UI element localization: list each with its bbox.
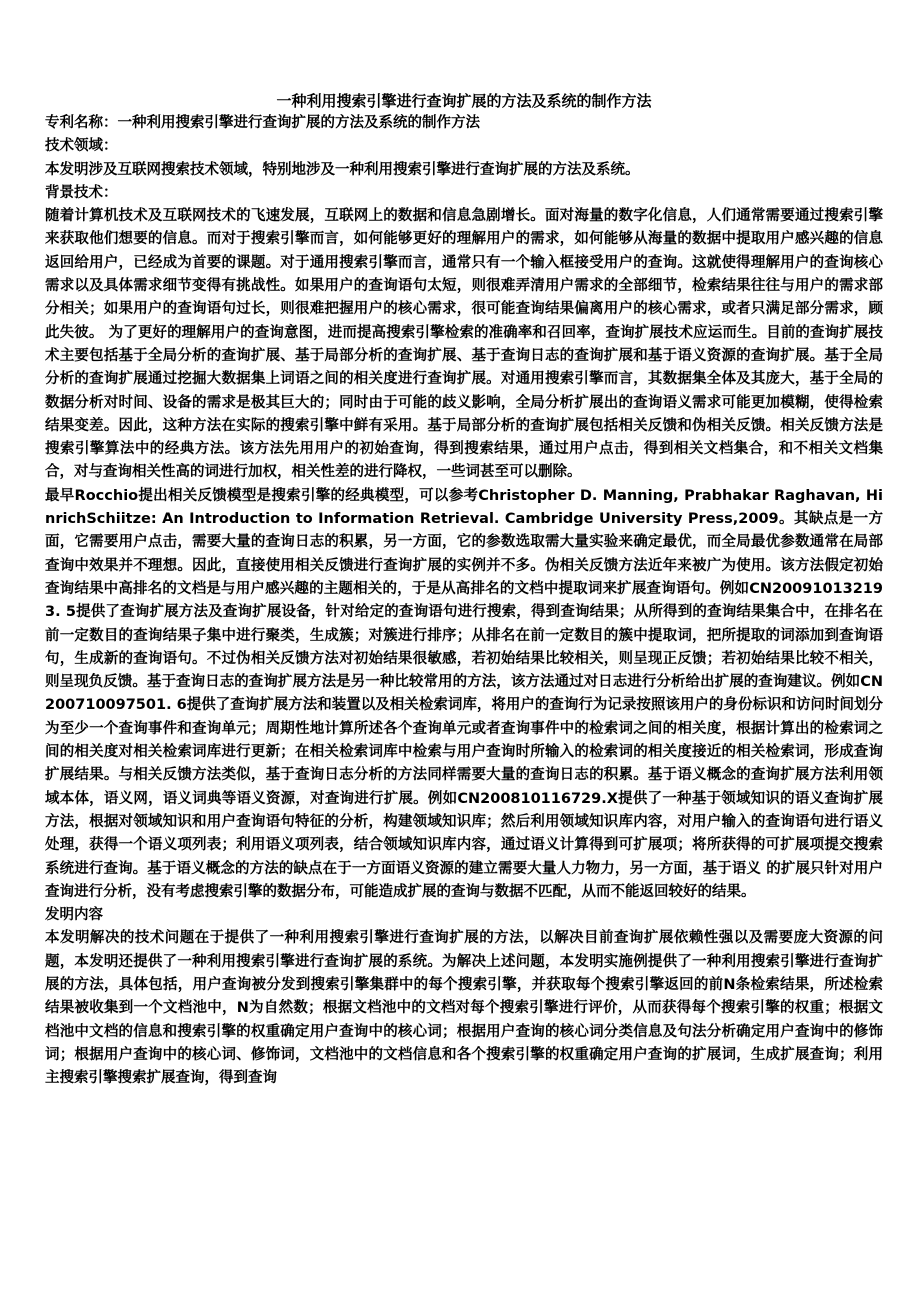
invention-heading: 发明内容 [45, 907, 103, 924]
invention-paragraph-1: 本发明解决的技术问题在于提供了一种利用搜索引擎进行查询扩展的方法，以解决目前查询扩展依赖性强以及需要庞大资源的问题，本发明还提供了一种利用搜索引擎进行查询扩展的系统。为解决上述问题，本发明实施例提供了一种利用搜索引擎进行查询扩展的方法，具体包括，用户查询被分发到搜索引擎集群中的每个搜索引擎，并获取每个搜索引擎返回的前N条检索结果，所述检索结果被收集到一个文档池中，N为自然数；根据文档池中的文档对每个搜索引擎进行评价，从而获得每个搜索引擎的权重；根据文档池中文档的信息和搜索引擎的权重确定用户查询中的核心词；根据用户查询的核心词分类信息及句法分析确定用户查询中的修饰词；根据用户查询中的核心词、修饰词，文档池中的文档信息和各个搜索引擎的权重确定用户查询的扩展词，生成扩展查询；利用主搜索引擎搜索扩展查询，得到查询 [45, 930, 883, 1087]
background-heading: 背景技术： [45, 184, 118, 201]
document-title: 一种利用搜索引擎进行查询扩展的方法及系统的制作方法 [276, 92, 652, 110]
background-paragraph-1: 随着计算机技术及互联网技术的飞速发展，互联网上的数据和信息急剧增长。面对海量的数字化信息，人们通常需要通过搜索引擎来获取他们想要的信息。而对于搜索引擎而言，如何能够更好的理解用户的需求，如何能够从海量的数据中提取用户感兴趣的信息返回给用户，已经成为首要的课题。对于通用搜索引擎而言，通常只有一个输入框接受用户的查询。这就使得理解用户的查询核心需求以及具体需求细节变得有挑战性。如果用户的查询语句太短，则很难弄清用户需求的全部细节，检索结果往往与用户的需求部分相关；如果用户的查询语句过长，则很难把握用户的核心需求，很可能查询结果偏离用户的核心需求，或者只满足部分需求，顾此失彼。 为了更好的理解用户的查询意图，进而提高搜索引擎检索的准确率和召回率，查询扩展技术应运而生。目前的查询扩展技术主要包括基于全局分析的查询扩展、基于局部分析的查询扩展、基于查询日志的查询扩展和基于语义资源的查询扩展。基于全局分析的查询扩展通过挖掘大数据集上词语之间的相关度进行查询扩展。对通用搜索引擎而言，其数据集全体及其庞大，基于全局的数据分析对时间、设备的需求是极其巨大的；同时由于可能的歧义影响，全局分析扩展出的查询语义需求可能更加模糊，使得检索结果变差。因此，这种方法在实际的搜索引擎中鲜有采用。基于局部分析的查询扩展包括相关反馈和伪相关反馈。相关反馈方法是搜索引擎算法中的经典方法。该方法先用用户的初始查询，得到搜索结果，通过用户点击，得到相关文档集合，和不相关文档集合，对与查询相关性高的词进行加权，相关性差的进行降权，一些词甚至可以删除。 [45, 208, 883, 481]
patent-name-line: 专利名称：一种利用搜索引擎进行查询扩展的方法及系统的制作方法 [45, 115, 480, 131]
tech-field-text: 本发明涉及互联网搜索技术领域，特别地涉及一种利用搜索引擎进行查询扩展的方法及系统。 [45, 161, 640, 178]
tech-field-heading: 技术领域： [45, 138, 118, 155]
background-paragraph-2: 最早Rocchio提出相关反馈模型是搜索引擎的经典模型，可以参考Christopher D. Manning, Prabhakar Raghavan, HinrichSchiitze: An Introduction to Information Retrieval. Cambridge University Press,2009。其缺点是一方面，它需要用户点击，需要大量的查询日志的积累，另一方面，它的参数选取需大量实验来确定最优，而全局最优参数通常在局部查询中效果并不理想。因此，直接使用相关反馈进行查询扩展的实例并不多。伪相关反馈方法近年来被广为使用。该方法假定初始查询结果中高排名的文档是与用户感兴趣的主题相关的，于是从高排名的文档中提取词来扩展查询语句。例如CN200910132193. 5提供了查询扩展方法及查询扩展设备，针对给定的查询语句进行搜索，得到查询结果；从所得到的查询结果集合中，在排名在前一定数目的查询结果子集中进行聚类，生成簇；对簇进行排序；从排名在前一定数目的簇中提取词，把所提取的词添加到查询语句，生成新的查询语句。不过伪相关反馈方法对初始结果很敏感，若初始结果比较相关，则呈现正反馈；若初始结果比较不相关，则呈现负反馈。基于查询日志的查询扩展方法是另一种比较常用的方法，该方法通过对日志进行分析给出扩展的查询建议。例如CN200710097501. 6提供了查询扩展方法和装置以及相关检索词库，将用户的查询行为记录按照该用户的身份标识和访问时间划分为至少一个查询事件和查询单元；周期性地计算所述各个查询单元或者查询事件中的检索词之间的相关度，根据计算出的检索词之间的相关度对相关检索词库进行更新；在相关检索词库中检索与用户查询时所输入的检索词的相关度接近的相关检索词，形成查询扩展结果。与相关反馈方法类似，基于查询日志分析的方法同样需要大量的查询日志的积累。基于语义概念的查询扩展方法利用领域本体，语义网，语义词典等语义资源，对查询进行扩展。例如CN200810116729.X提供了一种基于领域知识的语义查询扩展方法，根据对领域知识和用户查询语句特征的分析，构建领域知识库；然后利用领域知识库内容，对用户输入的查询语句进行语义处理，获得一个语义项列表；利用语义项列表，结合领域知识库内容，通过语义计算得到可扩展项；将所获得的可扩展项提交搜索系统进行查询。基于语义概念的方法的缺点在于一方面语义资源的建立需要大量人力物力，另一方面，基于语义 的扩展只针对用户查询进行分析，没有考虑搜索引擎的数据分布，可能造成扩展的查询与数据不匹配，从而不能返回较好的结果。 [45, 487, 883, 900]
document-page [45, 90, 883, 1090]
